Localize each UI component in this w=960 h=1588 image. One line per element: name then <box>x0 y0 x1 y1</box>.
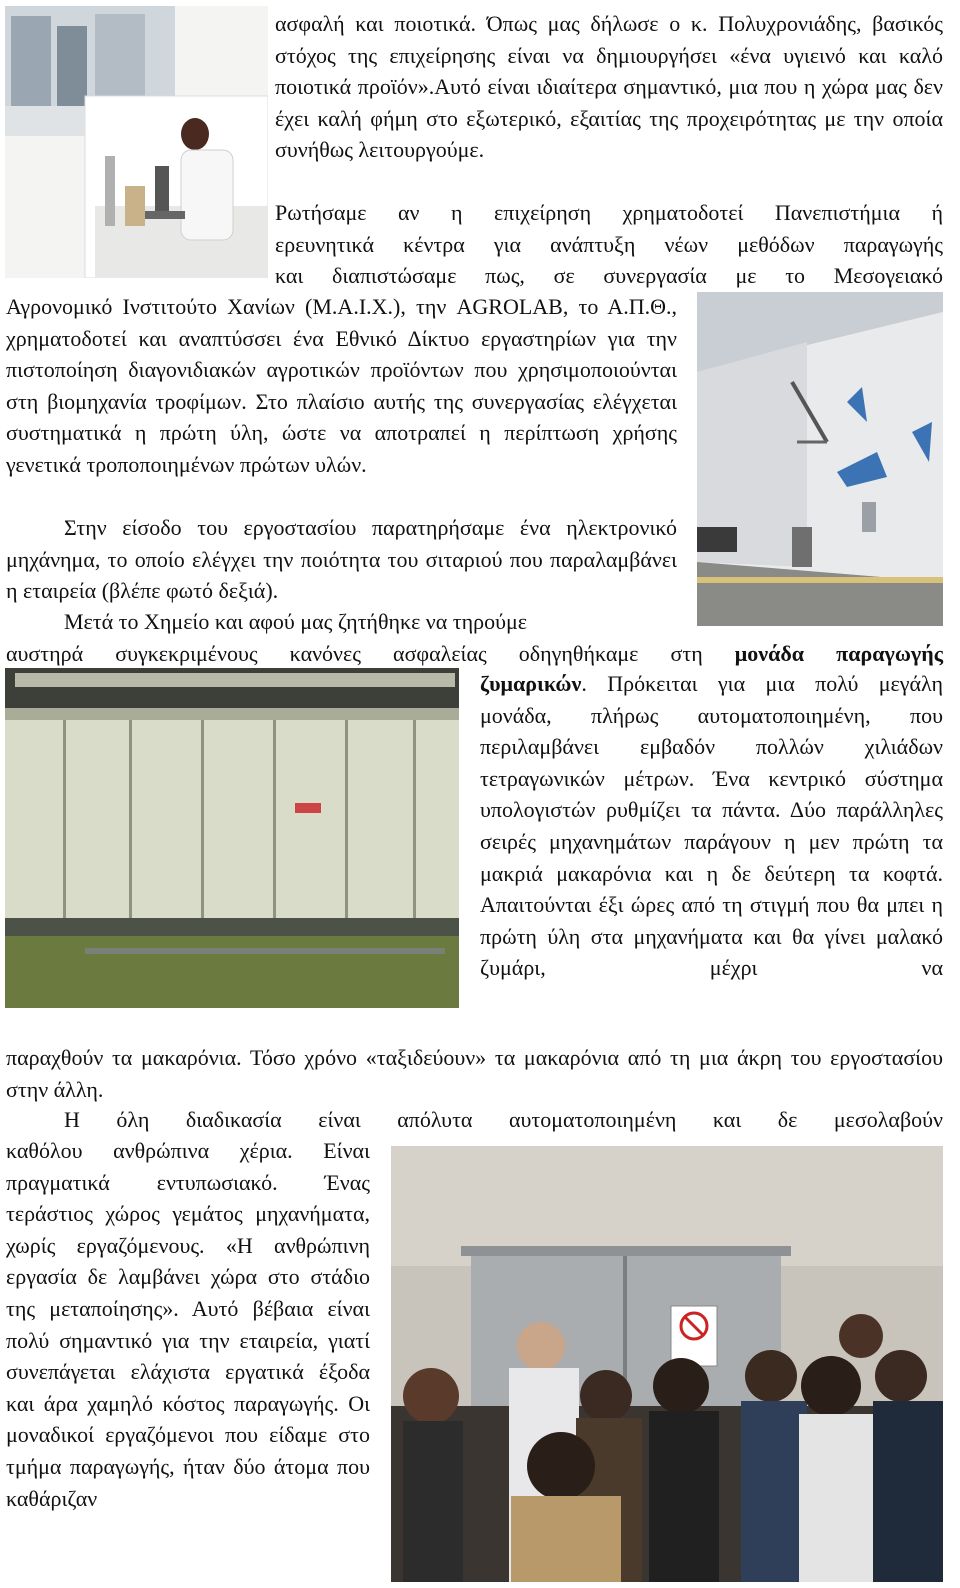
students-visit-photo <box>391 1146 943 1582</box>
paragraph-3-text: Στην είσοδο του εργοστασίου παρατηρήσαμε ένα ηλεκτρονικό μηχάνημα, το οποίο ελέγχει την ποιότητα του σιταριού που παραλαμβάνει η εταιρεία (βλέπε φωτό δεξιά). <box>6 515 677 604</box>
grain-silo-photo <box>697 292 943 626</box>
paragraph-1-text: ασφαλή και ποιοτικά. Όπως μας δήλωσε ο κ. Πολυχρονιάδης, βασικός στόχος της επιχείρησης είναι να δημιουργήσει «ένα υγιεινό και καλό ποιοτικά προϊόν».Αυτό είναι ιδιαίτερα σημαντικό, μια που η χώρα μας δεν έχει καλή φήμη στο εξωτερικό, εξαιτίας της προχειρότητας με την οποία συνήθως λειτουργούμε. <box>275 11 943 163</box>
paragraph-2-line-1: Ρωτήσαμε αν η επιχείρηση χρηματοδοτεί Πανεπιστήμια ή <box>275 200 943 225</box>
paragraph-2-line-2: ερευνητικά κέντρα για ανάπτυξη νέων μεθόδων παραγωγής <box>275 231 943 257</box>
paragraph-2-continued <box>6 291 677 481</box>
paragraph-2-line-3: και διαπιστώσαμε πως, σε συνεργασία με το Μεσογειακό <box>275 263 943 289</box>
paragraph-2-intro <box>275 197 943 292</box>
paragraph-4-right-text: . Πρόκειται για μια πολύ μεγάλη μονάδα, πλήρως αυτοματοποιημένη, που περιλαμβάνει εμβαδόν πολλών χιλιάδων τετραγωνικών μέτρων. Ένα κεντρικό σύστημα υπολογιστών ρυθμίζει τα πάντα. Δύο παράλληλες σειρές μηχανημάτων παράγουν η μεν πρώτη τα μακριά μακαρόνια και η δε δεύτερη τα κοφτά. Απαιτούνται έξι ώρες από τη στιγμή που θα μπει η πρώτη ύλη στα μηχανήματα και θα γίνει μαλακό ζυμάρι, μέχρι να <box>480 671 943 981</box>
paragraph-4-ending-text: παραχθούν τα μακαρόνια. Τόσο χρόνο «ταξιδεύουν» τα μακαρόνια από τη μια άκρη του εργοστασίου στην άλλη. <box>6 1045 943 1102</box>
paragraph-4-ending <box>6 1042 943 1105</box>
paragraph-5-left-column <box>6 1135 370 1514</box>
production-machines-photo <box>5 668 459 1008</box>
paragraph-4-right-column <box>480 668 943 984</box>
paragraph-5-line-1: Η όλη διαδικασία είναι απόλυτα αυτοματοποιημένη και δε μεσολαβούν <box>64 1107 943 1132</box>
production-unit-bold: μονάδα παραγωγής <box>734 640 943 666</box>
paragraph-4-line-2: αυστηρά συγκεκριμένους κανόνες ασφαλείας οδηγηθήκαμε στη μονάδα παραγωγής <box>6 640 943 666</box>
pasta-bold: ζυμαρικών <box>480 671 582 696</box>
paragraph-4-line-1: Μετά το Χημείο και αφού μας ζητήθηκε να τηρούμε <box>64 609 528 634</box>
paragraph-4-intro <box>6 606 943 669</box>
paragraph-1 <box>275 8 943 166</box>
paragraph-5-left-text: καθόλου ανθρώπινα χέρια. Είναι πραγματικά εντυπωσιακό. Ένας τεράστιος χώρος γεμάτος μηχανήματα, χωρίς εργαζόμενους. «Η ανθρώπινη εργασία δε λαμβάνει χώρα στο στάδιο της μεταποίησης». Αυτό βέβαια είναι πολύ σημαντικό για την εταιρεία, γιατί συνεπάγεται ελάχιστα εργατικά έξοδα και άρα χαμηλό κόστος παραγωγής. Οι μοναδικοί εργαζόμενοι που είδαμε στο τμήμα παραγωγής, ήταν δύο άτομα που καθάριζαν <box>6 1138 370 1511</box>
paragraph-2-continued-text: Αγρονομικό Ινστιτούτο Χανίων (Μ.Α.Ι.Χ.), την AGROLAB, το Α.Π.Θ., χρηματοδοτεί και αναπτύσσει ένα Εθνικό Δίκτυο εργαστηρίων για την πιστοποίηση διαγονιδιακών αγροτικών προϊόντων που χρησιμοποιούνται στη βιομηχανία τροφίμων. Στο πλαίσιο αυτής της συνεργασίας ελέγχεται συστηματικά η πρώτη ύλη, ώστε να αποτραπεί η περίπτωση χρήσης γενετικά τροποποιημένων πρώτων υλών. <box>6 294 677 477</box>
paragraph-3 <box>6 512 677 607</box>
lab-photo <box>5 6 268 278</box>
